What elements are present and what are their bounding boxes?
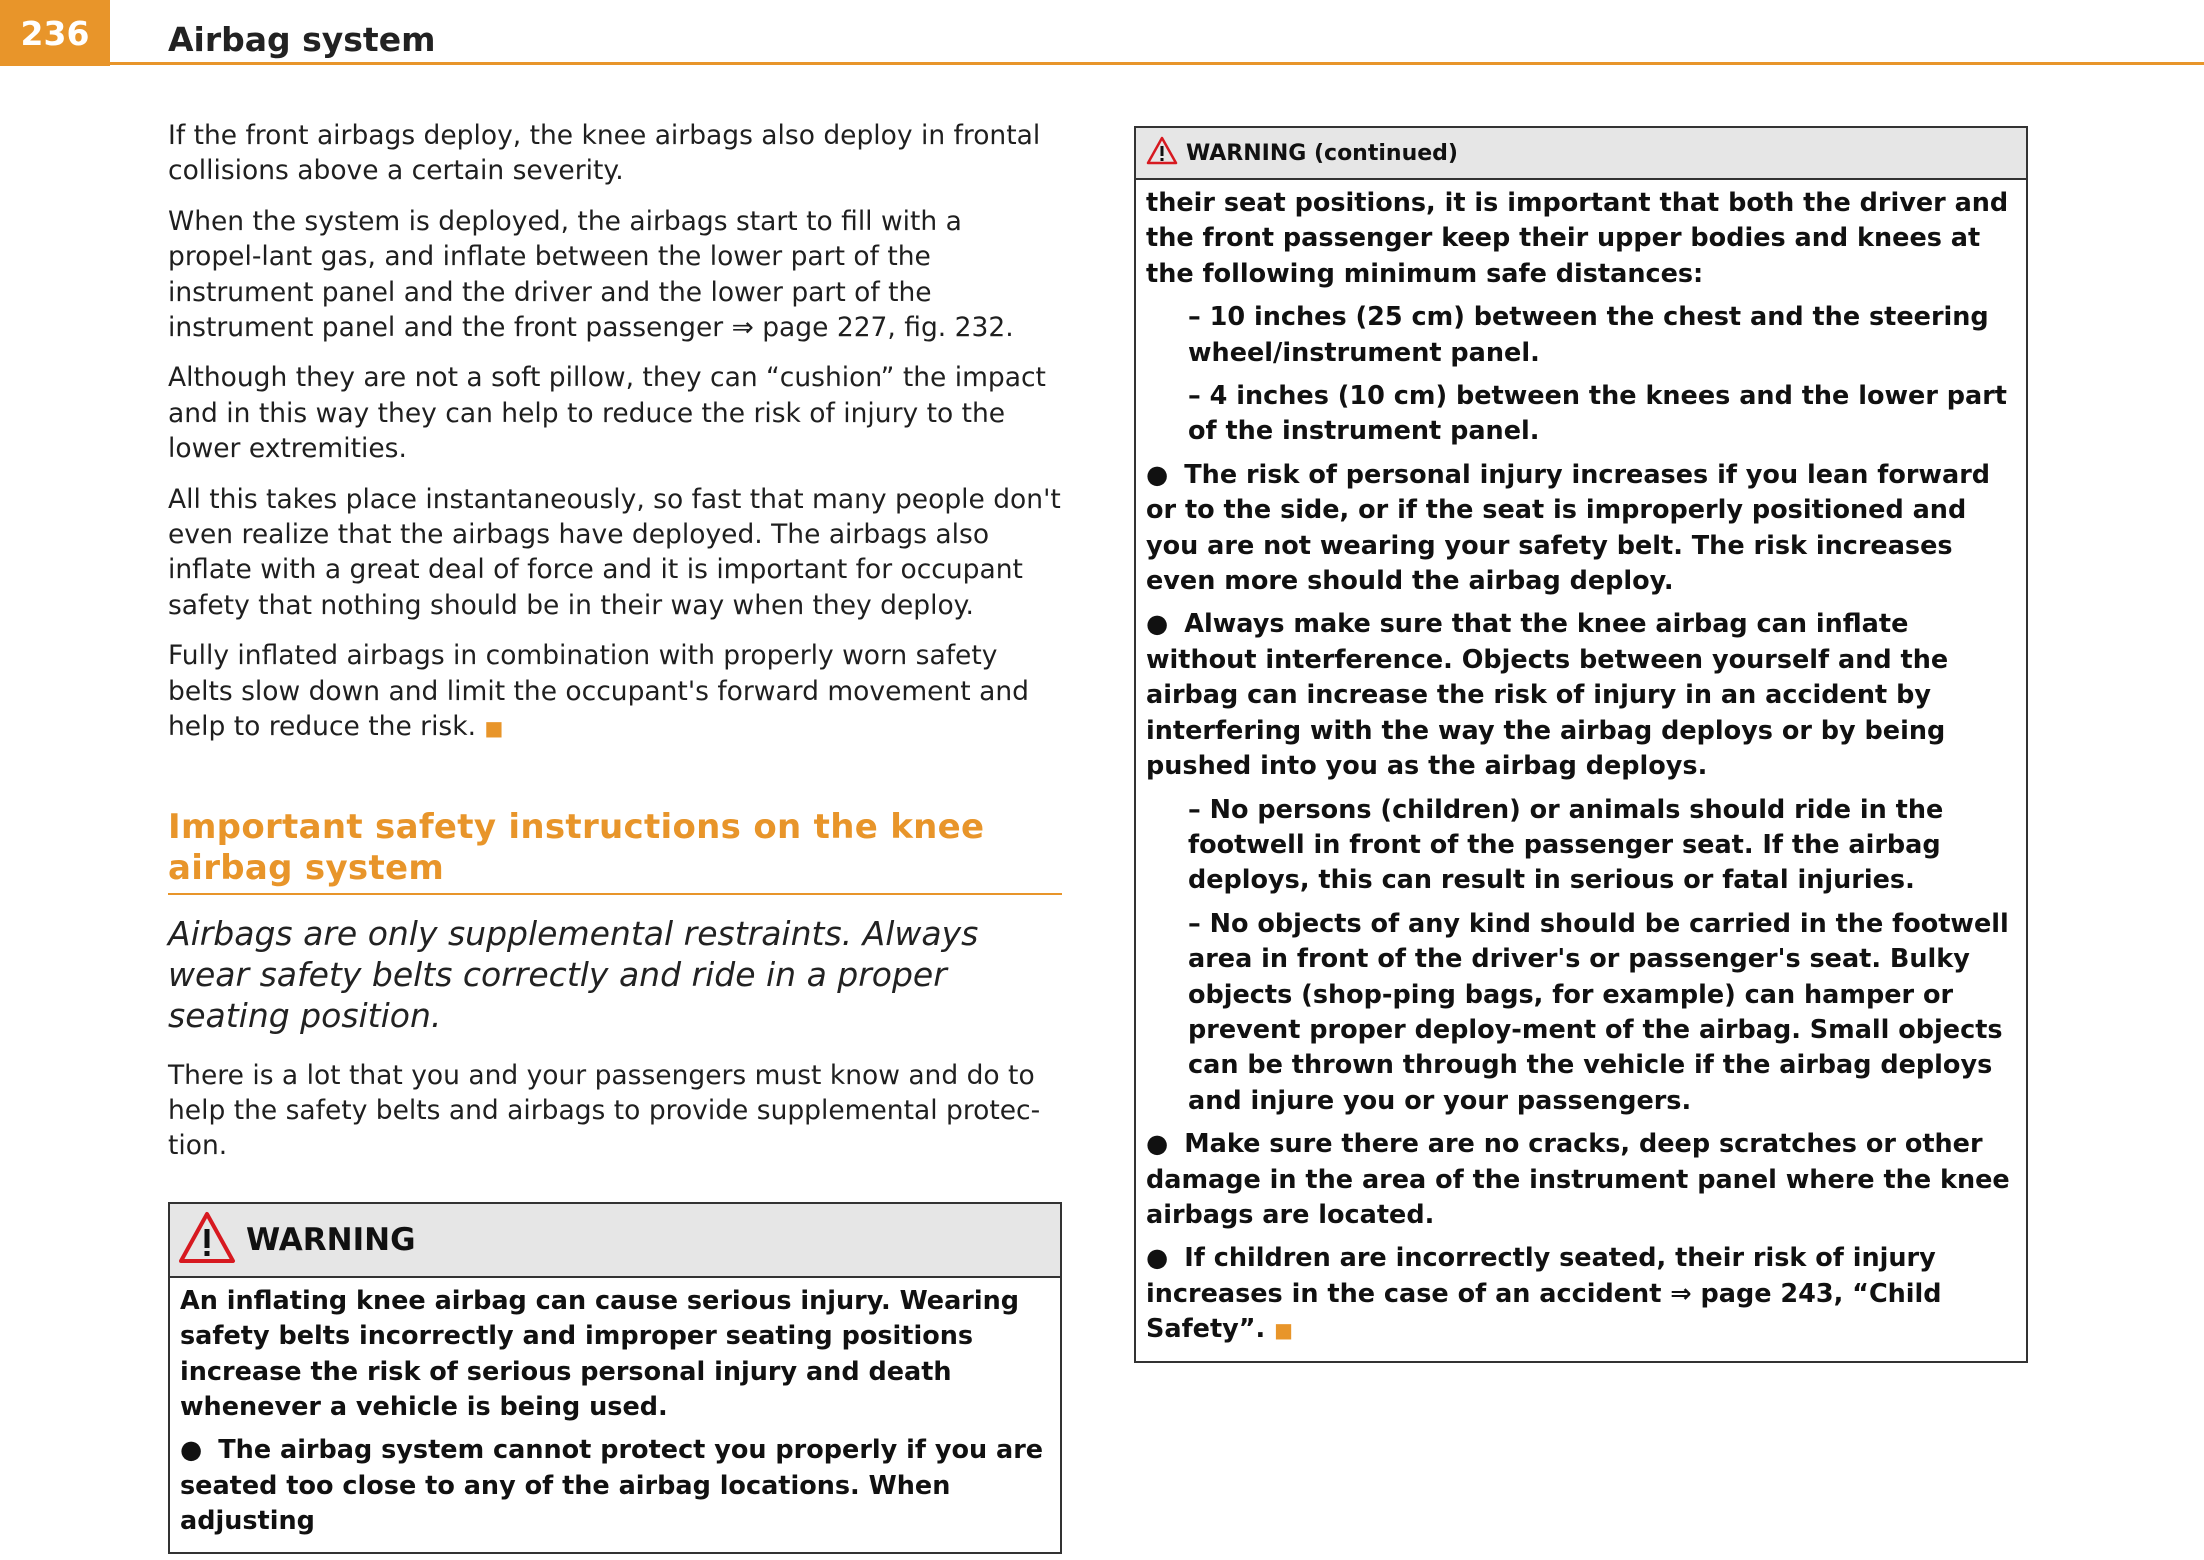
warning-paragraph: their seat positions, it is important that both the driver and the front passenger keep their upper bodies and knees at the following minimum safe distances: (1146, 188, 2009, 289)
warning-bullet: ● Always make sure that the knee airbag can inflate without interference. Objects between yourself and the airbag can increase the risk of injury in an accident by interfering with the way the airbag deploys or by being pushed into you as the airbag deploys. (1146, 609, 1949, 782)
right-column (1134, 126, 2028, 1363)
paragraph: All this takes place instantaneously, so fast that many people don't even realize that the airbags have deployed. The airbags also inflate with a great deal of force and it is important for occupant safety that nothing should be in their way when they deploy. (168, 483, 1061, 621)
warning-paragraph: An inflating knee airbag can cause serious injury. Wearing safety belts incorrectly and improper seating positions increase the risk of serious personal injury and death whenever a vehicle is being used. (180, 1285, 1020, 1422)
bullet-icon: ● (1146, 609, 1169, 640)
warning-dash-item: – No persons (children) or animals should ride in the footwell in front of the passenger seat. If the airbag deploys, this can result in serious or fatal injuries. (1188, 794, 1944, 896)
warning-title: WARNING (246, 1221, 416, 1258)
warning-body (170, 1278, 1060, 1552)
warning-box (168, 1202, 1062, 1554)
warning-continued-title: WARNING (continued) (1186, 140, 1458, 166)
warning-triangle-icon (1146, 136, 1178, 170)
intro-paragraph: There is a lot that you and your passengers must know and do to help the safety belts and airbags to provide supplemental protec-tion. (168, 1059, 1041, 1162)
warning-continued-body (1136, 180, 2026, 1361)
dash-icon: – (1188, 381, 1201, 412)
bullet-icon: ● (1146, 459, 1169, 490)
warning-dash-item: – No objects of any kind should be carried in the footwell area in front of the driver's or passenger's seat. Bulky objects (shop-ping bags, for example) can hamper or prevent proper deploy-ment of the airbag. Small objects can be thrown through the vehicle if the airbag deploys and injure you or your passengers. (1188, 908, 2009, 1116)
dash-icon: – (1188, 908, 1201, 939)
end-of-section-mark: ■ (1274, 1318, 1294, 1343)
warning-continued-header (1136, 128, 2026, 180)
warning-bullet: ● The airbag system cannot protect you properly if you are seated too close to any of the airbag locations. When adjusting (180, 1435, 1044, 1537)
bullet-icon: ● (1146, 1243, 1169, 1274)
bullet-icon: ● (180, 1435, 203, 1466)
paragraph-with-end-mark (168, 638, 1062, 746)
page-number: 236 (0, 0, 110, 66)
paragraph: If the front airbags deploy, the knee airbags also deploy in frontal collisions above a certain severity. (168, 120, 1041, 187)
dash-icon: – (1188, 302, 1201, 333)
warning-dash-item: – 10 inches (25 cm) between the chest and the steering wheel/instrument panel. (1188, 302, 1989, 368)
paragraph: When the system is deployed, the airbags start to fill with a propel-lant gas, and inflate between the lower part of the instrument panel and the driver and the lower part of the instrument panel and the front passenger ⇒ page 227, fig. 232. (168, 205, 1014, 344)
left-column (168, 118, 1062, 1554)
warning-bullet: ● If children are incorrectly seated, their risk of injury increases in the case of an accident ⇒ page 243, “Child Safety”. ■ (1146, 1243, 1942, 1345)
warning-triangle-icon (178, 1211, 236, 1269)
section-subtitle: Airbags are only supplemental restraints. Always wear safety belts correctly and ride in a proper seating position. (168, 913, 979, 1035)
warning-continued-box (1134, 126, 2028, 1363)
warning-bullet: ● Make sure there are no cracks, deep scratches or other damage in the area of the instrument panel where the knee airbags are located. (1146, 1129, 2010, 1230)
warning-header (170, 1204, 1060, 1278)
bullet-icon: ● (1146, 1129, 1169, 1160)
end-of-section-mark: ■ (484, 716, 504, 741)
header-rule (0, 62, 2204, 65)
dash-icon: – (1188, 794, 1201, 825)
paragraph: Although they are not a soft pillow, they can “cushion” the impact and in this way they can help to reduce the risk of injury to the lower extremities. (168, 362, 1046, 465)
paragraph-text: Fully inflated airbags in combination with properly worn safety belts slow down and limit the occupant's forward movement and help to reduce the risk. (168, 640, 1029, 743)
chapter-title: Airbag system (168, 20, 436, 59)
section-title: Important safety instructions on the knee airbag system (168, 807, 1062, 895)
warning-dash-item: – 4 inches (10 cm) between the knees and the lower part of the instrument panel. (1188, 381, 2008, 447)
warning-bullet: ● The risk of personal injury increases if you lean forward or to the side, or if the seat is improperly positioned and you are not wearing your safety belt. The risk increases even more should the airbag deploy. (1146, 459, 1991, 597)
